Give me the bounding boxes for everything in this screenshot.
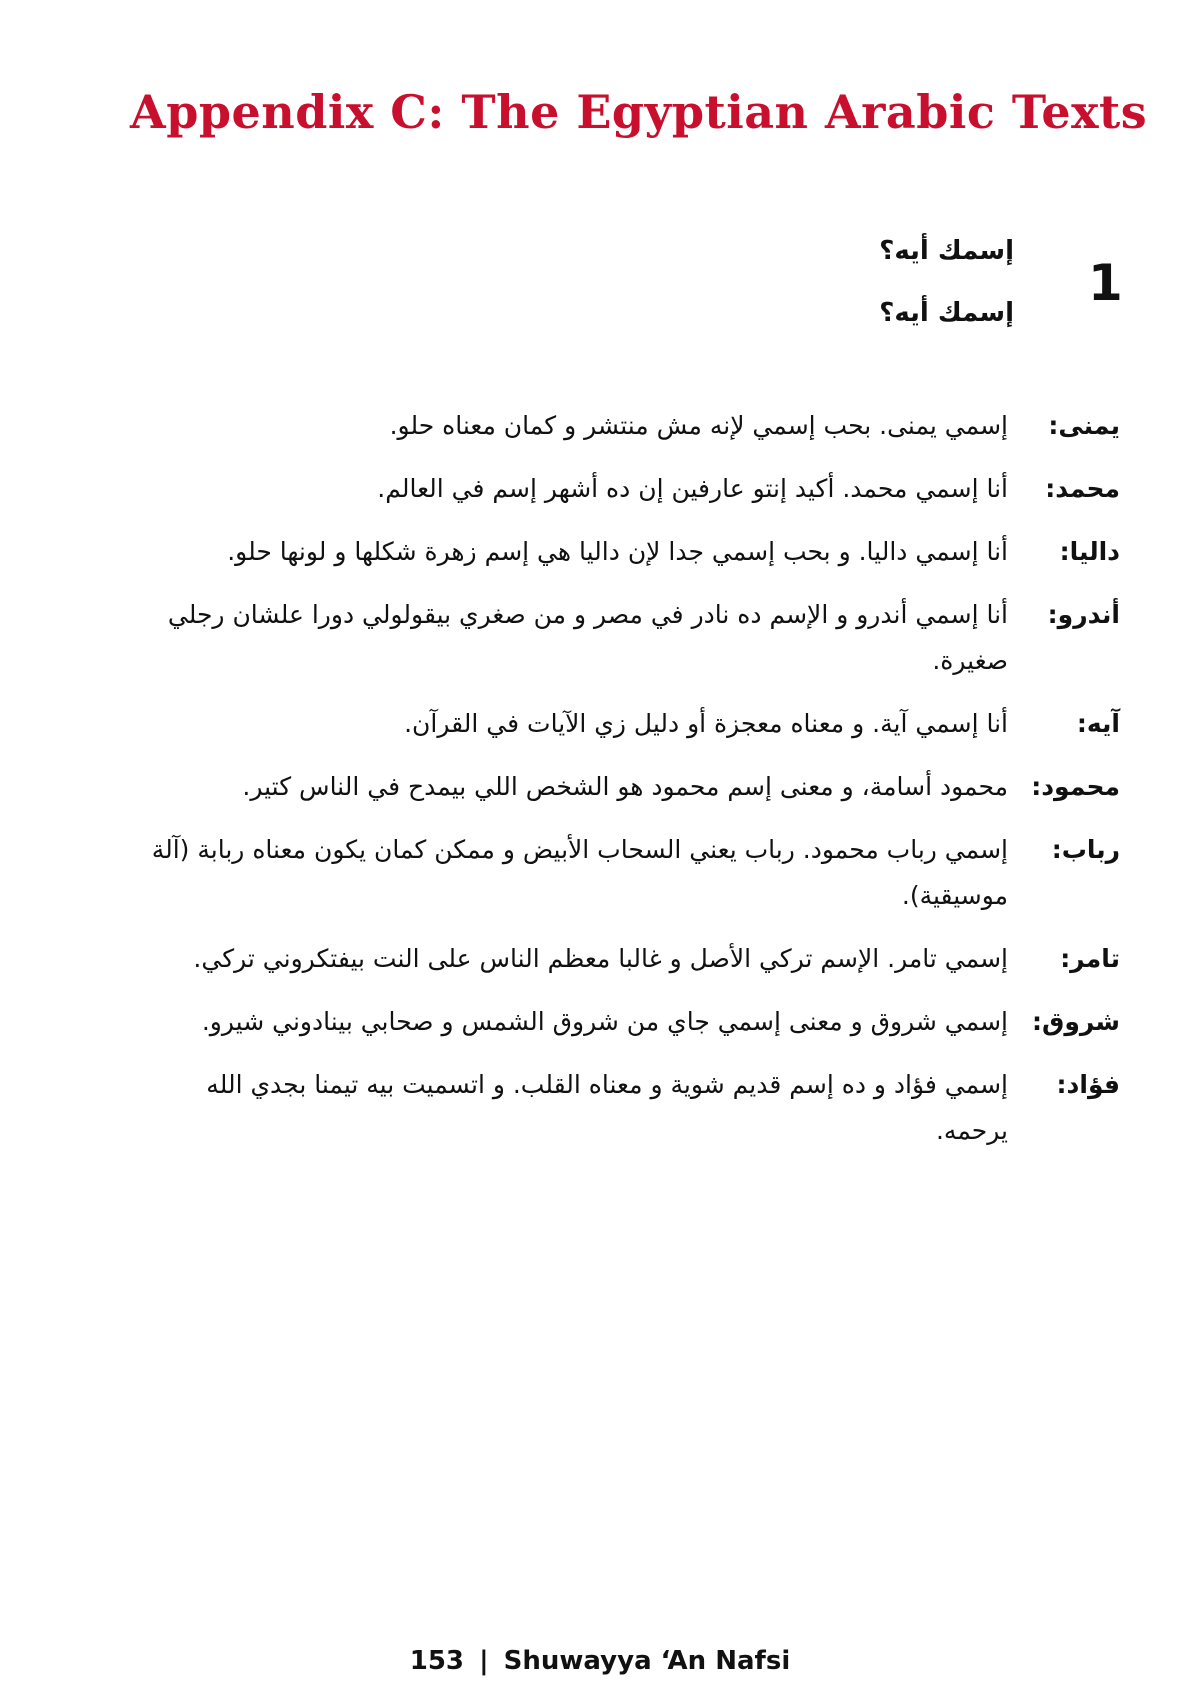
section-title-repeat: إسمك أيه؟ <box>879 298 1014 328</box>
dialogue-text: أنا إسمي آية. و معناه معجزة أو دليل زي الآيات في القرآن. <box>404 709 1008 738</box>
speaker-name: آيه: <box>1076 709 1120 738</box>
section-title: إسمك أيه؟ <box>879 236 1014 266</box>
speaker-name: داليا: <box>1059 537 1120 566</box>
speaker-name: يمنى: <box>1048 411 1120 440</box>
page-title: Appendix C: The Egyptian Arabic Texts <box>130 85 1148 139</box>
speaker-name: أندرو: <box>1047 600 1120 629</box>
speaker-name: تامر: <box>1060 944 1120 973</box>
dialogue-row <box>140 999 1120 1045</box>
dialogue-row <box>140 827 1120 919</box>
dialogue-text: أنا إسمي داليا. و بحب إسمي جدا لإن داليا هي إسم زهرة شكلها و لونها حلو. <box>227 537 1008 566</box>
dialogue-row <box>140 764 1120 810</box>
dialogue-text: إسمي رباب محمود. رباب يعني السحاب الأبيض و ممكن كمان يكون معناه ربابة (آلة موسيقية). <box>151 835 1008 910</box>
dialogue-text: إسمي شروق و معنى إسمي جاي من شروق الشمس و صحابي بينادوني شيرو. <box>201 1007 1008 1036</box>
dialogue-text: إسمي فؤاد و ده إسم قديم شوية و معناه القلب. و اتسميت بيه تيمنا بجدي الله يرحمه. <box>206 1070 1008 1145</box>
dialogue-row <box>140 403 1120 449</box>
dialogue-row <box>140 466 1120 512</box>
speaker-name: محمود: <box>1031 772 1120 801</box>
chapter-number: 1 <box>1088 254 1123 312</box>
dialogue-row <box>140 701 1120 747</box>
dialogue-text: محمود أسامة، و معنى إسم محمود هو الشخص اللي بيمدح في الناس كتير. <box>242 772 1008 801</box>
dialogue-text: إسمي يمنى. بحب إسمي لإنه مش منتشر و كمان معناه حلو. <box>389 411 1008 440</box>
dialogue-row <box>140 1062 1120 1154</box>
footer-separator: | <box>479 1646 489 1676</box>
dialogue-row <box>140 529 1120 575</box>
page-number: 153 <box>409 1646 465 1676</box>
page-footer <box>0 1646 1200 1676</box>
speaker-name: شروق: <box>1031 1007 1120 1036</box>
dialogue-row <box>140 592 1120 684</box>
dialogue-row <box>140 936 1120 982</box>
dialogue-text: إسمي تامر. الإسم تركي الأصل و غالبا معظم الناس على النت بيفتكروني تركي. <box>193 944 1008 973</box>
speaker-name: فؤاد: <box>1056 1070 1120 1099</box>
speaker-name: رباب: <box>1051 835 1120 864</box>
book-title: Shuwayya ʻAn Nafsi <box>503 1646 791 1676</box>
dialogue-text: أنا إسمي أندرو و الإسم ده نادر في مصر و من صغري بيقولولي دورا علشان رجلي صغيرة. <box>167 600 1008 675</box>
speaker-name: محمد: <box>1045 474 1120 503</box>
dialogue-list <box>140 403 1120 1171</box>
dialogue-text: أنا إسمي محمد. أكيد إنتو عارفين إن ده أشهر إسم في العالم. <box>377 474 1008 503</box>
